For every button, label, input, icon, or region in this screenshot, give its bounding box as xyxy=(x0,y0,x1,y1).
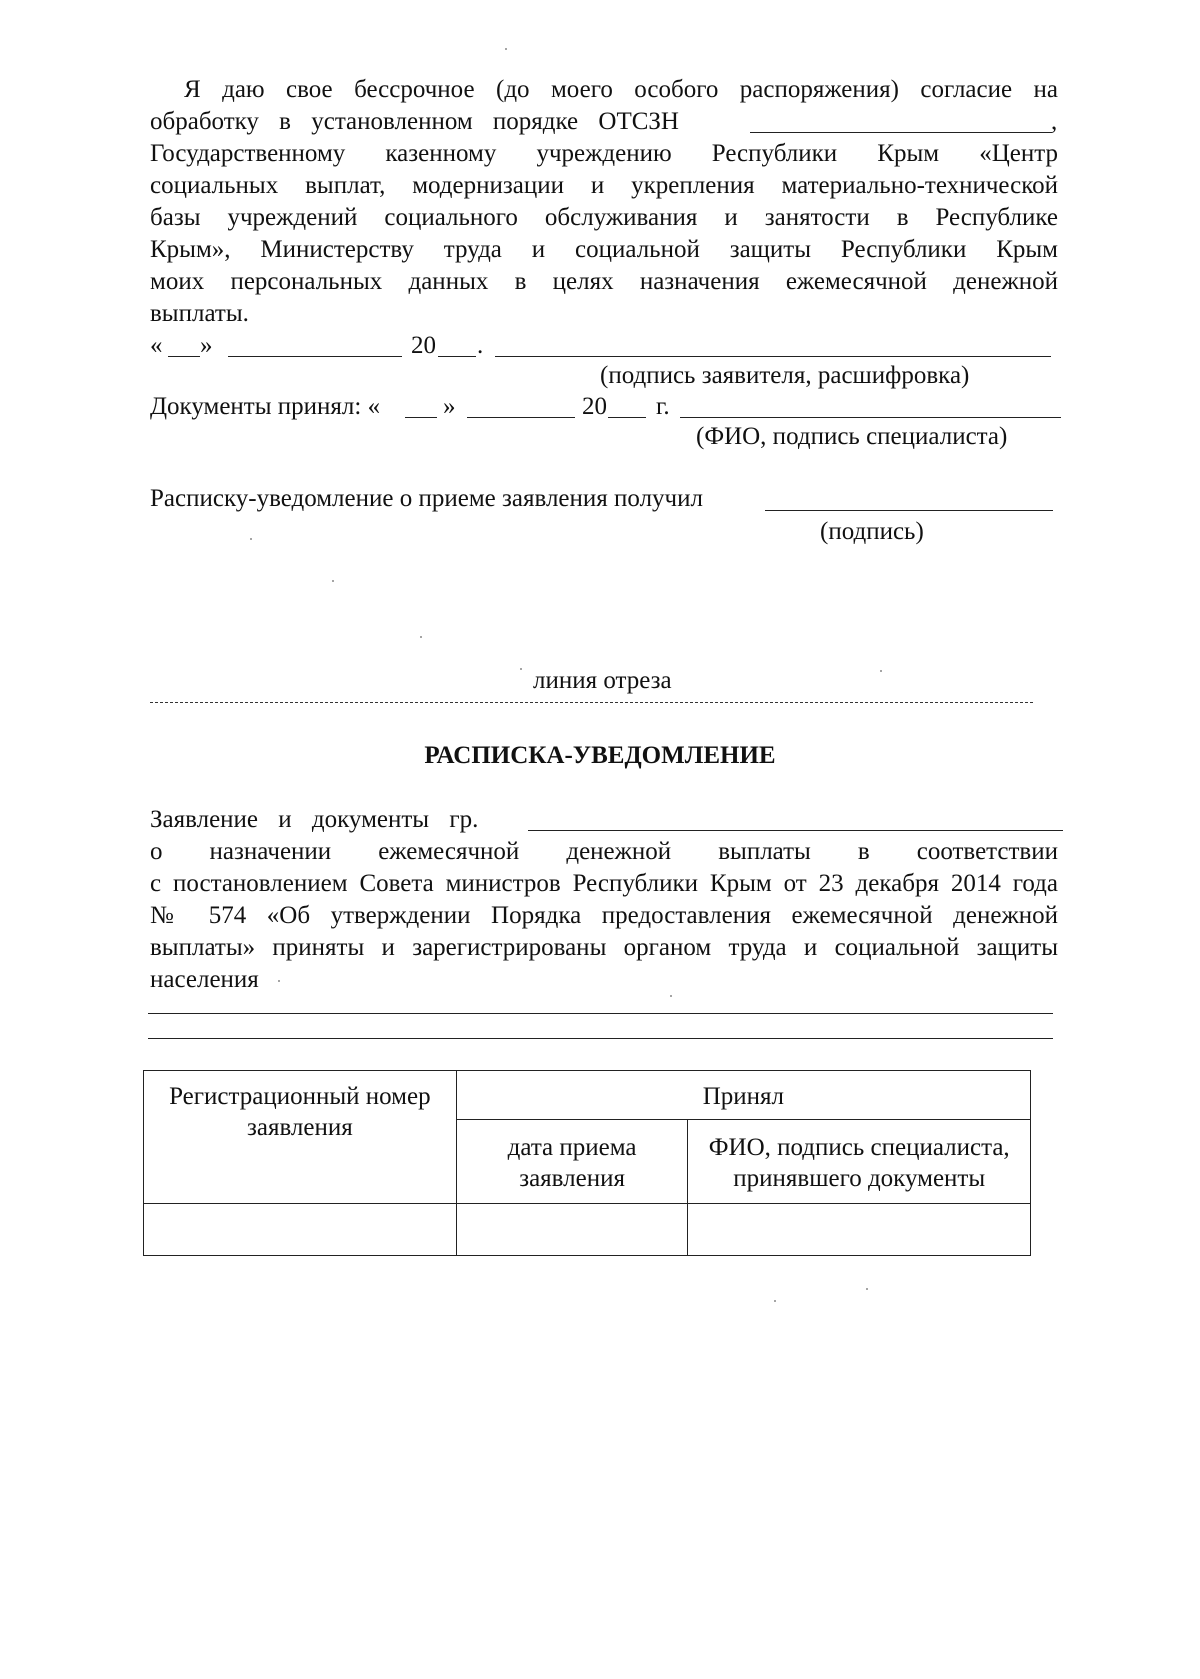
notice-title: РАСПИСКА-УВЕДОМЛЕНИЕ xyxy=(424,742,776,769)
date-year-blank[interactable] xyxy=(438,356,476,357)
accepted-header: Принял xyxy=(456,1071,1030,1120)
scan-speck xyxy=(670,995,672,997)
receipt-signature-blank[interactable] xyxy=(765,510,1053,511)
consent-line-2-comma: , xyxy=(1051,108,1058,135)
cut-line-label: линия отреза xyxy=(533,667,672,694)
consent-line-7: моих персональных данных в целях назначения ежемесячной денежной xyxy=(150,268,1058,295)
specialist-signature-caption: (ФИО, подпись специалиста) xyxy=(696,423,1008,450)
accepted-year-prefix: 20 xyxy=(582,393,607,420)
specialist-cell[interactable] xyxy=(688,1204,1031,1256)
authority-blank-line-1[interactable] xyxy=(148,1013,1053,1014)
reg-number-header: Регистрационный номер заявления xyxy=(144,1071,457,1204)
scan-speck xyxy=(520,668,522,670)
date-received-cell[interactable] xyxy=(456,1204,688,1256)
notice-line-6: населения xyxy=(150,966,259,993)
scan-speck xyxy=(332,580,334,582)
notice-line-2: о назначении ежемесячной денежной выплаты в соответствии xyxy=(150,838,1058,865)
scan-speck xyxy=(880,670,882,672)
consent-line-3: Государственному казенному учреждению Республики Крым «Центр xyxy=(150,140,1058,167)
consent-line-8: выплаты. xyxy=(150,300,249,327)
notice-line-3: с постановлением Совета министров Республики Крым от 23 декабря 2014 года xyxy=(150,870,1058,897)
accepted-g: г. xyxy=(656,393,670,420)
date-dot: . xyxy=(477,332,484,359)
receipt-received-label: Расписку-уведомление о приеме заявления получил xyxy=(150,485,703,512)
specialist-header: ФИО, подпись специалиста, принявшего документы xyxy=(688,1120,1031,1204)
cut-line xyxy=(150,702,1033,703)
scan-speck xyxy=(420,636,422,638)
date-year-prefix: 20 xyxy=(411,332,436,359)
notice-line-4: № 574 «Об утверждении Порядка предоставления ежемесячной денежной xyxy=(150,902,1058,929)
date-month-blank[interactable] xyxy=(228,356,402,357)
accepted-day-blank[interactable] xyxy=(405,417,437,418)
accepted-quote-close: » xyxy=(443,393,456,420)
date-day-blank[interactable] xyxy=(168,356,200,357)
consent-line-6: Крым», Министерству труда и социальной защиты Республики Крым xyxy=(150,236,1058,263)
otszn-blank-line[interactable] xyxy=(750,132,1052,133)
applicant-signature-caption: (подпись заявителя, расшифровка) xyxy=(600,362,970,389)
reg-number-cell[interactable] xyxy=(144,1204,457,1256)
specialist-signature-blank[interactable] xyxy=(680,417,1061,418)
notice-line-1: Заявление и документы гр. xyxy=(150,806,479,833)
scan-speck xyxy=(278,980,280,982)
date-quote-open: « xyxy=(150,332,163,359)
accepted-year-blank[interactable] xyxy=(608,417,646,418)
date-quote-close: » xyxy=(200,332,213,359)
scan-speck xyxy=(250,538,252,540)
registration-table xyxy=(143,1070,1031,1256)
consent-line-1: Я даю свое бессрочное (до моего особого распоряжения) согласие на xyxy=(184,76,1058,103)
receipt-signature-caption: (подпись) xyxy=(820,518,924,545)
notice-line-5: выплаты» приняты и зарегистрированы органом труда и социальной защиты xyxy=(150,934,1058,961)
applicant-signature-blank[interactable] xyxy=(495,356,1051,357)
citizen-name-blank[interactable] xyxy=(528,830,1063,831)
consent-line-5: базы учреждений социального обслуживания и занятости в Республике xyxy=(150,204,1058,231)
authority-blank-line-2[interactable] xyxy=(148,1038,1053,1039)
accepted-label: Документы принял: « xyxy=(150,393,381,420)
accepted-month-blank[interactable] xyxy=(467,417,575,418)
consent-line-4: социальных выплат, модернизации и укрепления материально-технической xyxy=(150,172,1058,199)
date-received-header: дата приема заявления xyxy=(456,1120,688,1204)
scan-speck xyxy=(774,1300,776,1302)
scan-speck xyxy=(866,1288,868,1290)
consent-line-2: обработку в установленном порядке ОТСЗН xyxy=(150,108,679,135)
scan-speck xyxy=(505,48,507,50)
